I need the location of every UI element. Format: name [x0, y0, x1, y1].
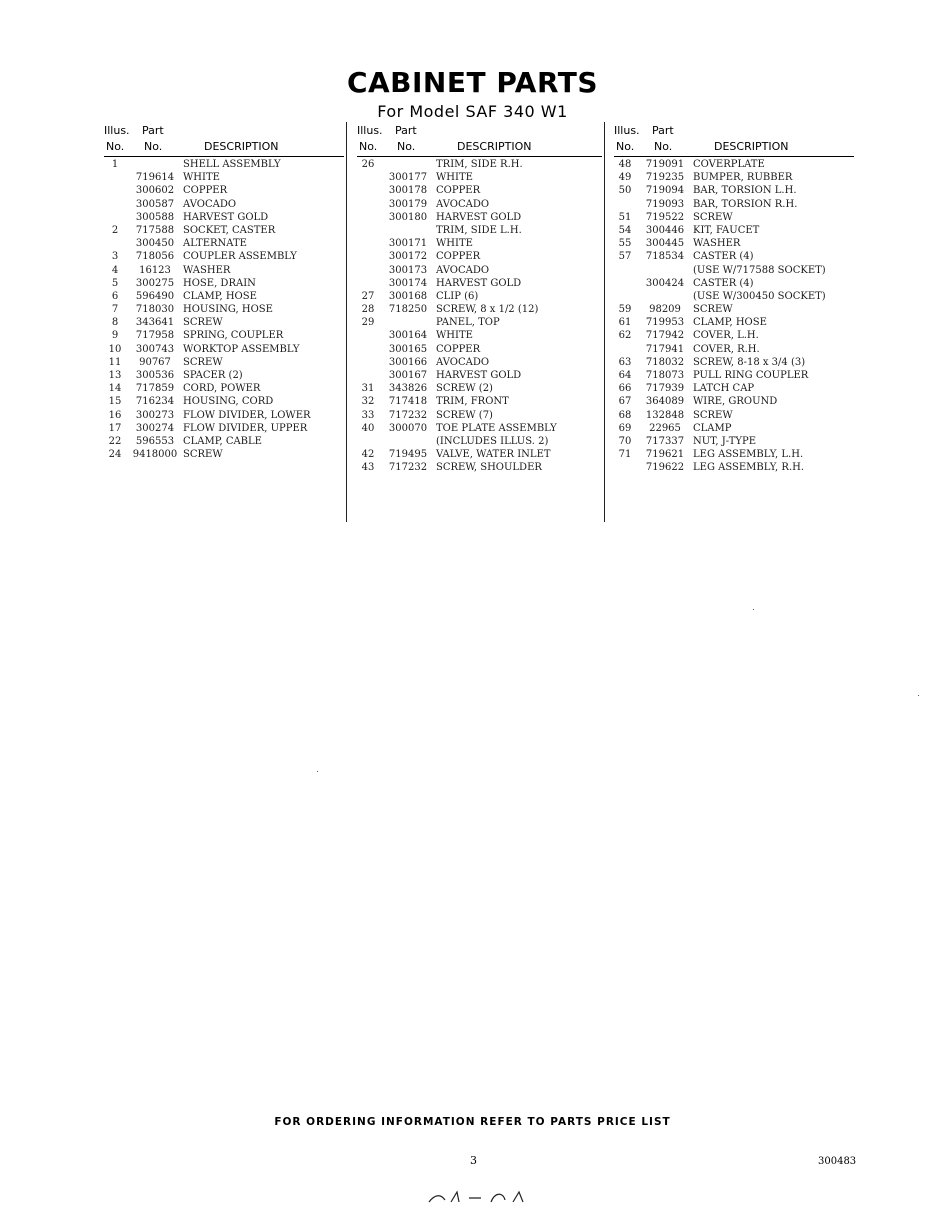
illus-number: 27 [361, 290, 375, 302]
illus-number: 5 [111, 277, 119, 289]
part-description: WASHER [183, 264, 231, 276]
part-row [614, 290, 854, 303]
part-description: CLIP (6) [436, 290, 479, 302]
part-row [614, 211, 854, 224]
part-row [104, 343, 344, 356]
illus-number: 61 [618, 317, 632, 329]
part-description: COVER, L.H. [693, 330, 759, 342]
illus-number: 7 [111, 304, 119, 316]
part-row [614, 356, 854, 369]
part-description: HOSE, DRAIN [183, 277, 256, 289]
part-description: HARVEST GOLD [436, 370, 522, 381]
parts-column-3 [614, 120, 854, 475]
part-row [357, 250, 602, 263]
illus-no-header-label: No. [359, 140, 378, 153]
parts-list [104, 158, 344, 461]
illus-number: 15 [108, 396, 122, 408]
part-row [614, 198, 854, 211]
part-description: SCREW, SHOULDER [436, 462, 542, 474]
part-row [104, 250, 344, 263]
part-number: 300171 [388, 238, 428, 250]
part-number: 300450 [135, 238, 175, 250]
part-row [357, 395, 602, 408]
part-row [357, 461, 602, 474]
part-no-header-label: No. [654, 140, 673, 153]
part-number: 719094 [645, 185, 685, 197]
part-row [104, 184, 344, 197]
part-number: 300602 [135, 185, 175, 197]
part-description: CLAMP [693, 422, 732, 434]
part-row [104, 237, 344, 250]
part-number: 300180 [388, 211, 428, 223]
parts-list [614, 158, 854, 475]
part-row [104, 409, 344, 422]
part-description: WHITE [436, 172, 473, 184]
part-row [104, 422, 344, 435]
part-number: 9418000 [132, 449, 178, 461]
part-description: SCREW (2) [436, 383, 493, 395]
part-description: (USE W/300450 SOCKET) [693, 290, 826, 302]
part-description: AVOCADO [436, 264, 490, 276]
document-number: 300483 [818, 1156, 857, 1167]
part-description: HARVEST GOLD [436, 277, 522, 289]
part-row [614, 395, 854, 408]
part-row [357, 343, 602, 356]
part-number: 300274 [135, 422, 175, 434]
part-description: CORD, POWER [183, 383, 261, 395]
part-number: 719621 [645, 449, 685, 461]
part-number: 718056 [135, 251, 175, 263]
part-row [614, 224, 854, 237]
part-number: 343826 [388, 383, 428, 395]
part-description: LATCH CAP [693, 383, 755, 395]
part-row [614, 409, 854, 422]
part-row [357, 264, 602, 277]
part-description: ALTERNATE [183, 238, 247, 250]
part-row [104, 158, 344, 171]
column-header [104, 120, 344, 158]
part-row [357, 329, 602, 342]
column-divider [604, 122, 605, 522]
part-header-label: Part [395, 124, 417, 137]
part-description: LEG ASSEMBLY, L.H. [693, 449, 804, 461]
illus-number: 62 [618, 330, 632, 342]
part-number: 718073 [645, 370, 685, 381]
part-description: WHITE [183, 172, 220, 184]
illus-header-label: Illus. [104, 124, 130, 137]
part-number: 719235 [645, 172, 685, 184]
part-number: 132848 [645, 409, 685, 421]
illus-header-label: Illus. [614, 124, 640, 137]
part-row [357, 277, 602, 290]
illus-number: 28 [361, 304, 375, 316]
part-number: 719522 [645, 211, 685, 223]
part-description: COPPER [436, 343, 481, 355]
part-description: BAR, TORSION L.H. [693, 185, 797, 197]
part-number: 300173 [388, 264, 428, 276]
illus-number: 40 [361, 422, 375, 434]
part-number: 717958 [135, 330, 175, 342]
part-number: 718534 [645, 251, 685, 263]
part-row [104, 198, 344, 211]
part-description: WASHER [693, 238, 741, 250]
part-row [357, 211, 602, 224]
part-row [357, 369, 602, 382]
ordering-note: FOR ORDERING INFORMATION REFER TO PARTS PRICE LIST [274, 1116, 671, 1128]
illus-number: 17 [108, 422, 122, 434]
part-row [104, 448, 344, 461]
part-number: 719091 [645, 159, 685, 170]
part-description: WORKTOP ASSEMBLY [183, 343, 300, 355]
part-description: SCREW [183, 317, 223, 329]
illus-number: 4 [111, 264, 119, 276]
illus-number: 32 [361, 396, 375, 408]
part-number: 719495 [388, 449, 428, 461]
part-no-header-label: No. [397, 140, 416, 153]
part-description: SCREW (7) [436, 409, 493, 421]
part-description: COVER, R.H. [693, 343, 760, 355]
illus-number: 1 [111, 159, 119, 170]
part-number: 300536 [135, 370, 175, 381]
part-description: SCREW, 8 x 1/2 (12) [436, 304, 539, 316]
part-row [357, 356, 602, 369]
part-description: SPRING, COUPLER [183, 330, 284, 342]
part-number: 719622 [645, 462, 685, 474]
part-number: 300424 [645, 277, 685, 289]
part-number: 300070 [388, 422, 428, 434]
part-description: PULL RING COUPLER [693, 370, 809, 381]
illus-number: 51 [618, 211, 632, 223]
illus-number: 33 [361, 409, 375, 421]
part-row [357, 316, 602, 329]
part-number: 300588 [135, 211, 175, 223]
part-row [614, 171, 854, 184]
description-header-label: DESCRIPTION [714, 140, 789, 153]
part-number: 300168 [388, 290, 428, 302]
part-number: 596490 [135, 290, 175, 302]
part-number: 300174 [388, 277, 428, 289]
part-row [104, 211, 344, 224]
part-row [104, 264, 344, 277]
illus-number: 71 [618, 449, 632, 461]
part-description: COUPLER ASSEMBLY [183, 251, 297, 263]
part-row [357, 448, 602, 461]
part-row [104, 171, 344, 184]
header-rule [104, 156, 344, 157]
part-description: HARVEST GOLD [183, 211, 269, 223]
part-row [104, 277, 344, 290]
page-title: CABINET PARTS [346, 66, 599, 99]
part-description: LEG ASSEMBLY, R.H. [693, 462, 805, 474]
illus-number: 29 [361, 317, 375, 329]
part-description: TRIM, FRONT [436, 396, 509, 408]
part-description: COPPER [436, 185, 481, 197]
part-number: 300743 [135, 343, 175, 355]
part-row [357, 158, 602, 171]
part-number: 717418 [388, 396, 428, 408]
illus-number: 64 [618, 370, 632, 381]
scan-speck [317, 771, 318, 772]
part-no-header-label: No. [144, 140, 163, 153]
part-row [614, 250, 854, 263]
part-description: BUMPER, RUBBER [693, 172, 793, 184]
part-description: AVOCADO [436, 356, 490, 368]
part-row [357, 171, 602, 184]
part-number: 717588 [135, 224, 175, 236]
part-description: WIRE, GROUND [693, 396, 778, 408]
part-description: COVERPLATE [693, 159, 765, 170]
illus-number: 59 [618, 304, 632, 316]
part-number: 300179 [388, 198, 428, 210]
part-number: 300587 [135, 198, 175, 210]
illus-header-label: Illus. [357, 124, 383, 137]
part-description: CASTER (4) [693, 277, 754, 289]
part-number: 717942 [645, 330, 685, 342]
part-row [357, 198, 602, 211]
parts-column-1 [104, 120, 344, 461]
part-row [614, 461, 854, 474]
part-row [614, 422, 854, 435]
part-number: 300166 [388, 356, 428, 368]
illus-number: 49 [618, 172, 632, 184]
part-description: HOUSING, CORD [183, 396, 274, 408]
part-row [357, 422, 602, 435]
part-row [614, 382, 854, 395]
part-description: TRIM, SIDE L.H. [436, 224, 522, 236]
part-number: 300165 [388, 343, 428, 355]
description-header-label: DESCRIPTION [204, 140, 279, 153]
illus-number: 55 [618, 238, 632, 250]
part-row [104, 224, 344, 237]
part-row [614, 184, 854, 197]
illus-number: 57 [618, 251, 632, 263]
illus-number: 66 [618, 383, 632, 395]
illus-number: 42 [361, 449, 375, 461]
part-description: COPPER [183, 185, 228, 197]
part-row [614, 329, 854, 342]
part-row [357, 224, 602, 237]
part-number: 98209 [649, 304, 681, 316]
part-row [357, 409, 602, 422]
part-description: KIT, FAUCET [693, 224, 760, 236]
part-description: SCREW [183, 449, 223, 461]
part-number: 343641 [135, 317, 175, 329]
illus-no-header-label: No. [106, 140, 125, 153]
column-header [614, 120, 854, 158]
part-number: 22965 [649, 422, 681, 434]
part-row [614, 435, 854, 448]
part-row [104, 369, 344, 382]
description-header-label: DESCRIPTION [457, 140, 532, 153]
part-description: SCREW [693, 409, 733, 421]
part-number: 300178 [388, 185, 428, 197]
part-row [104, 435, 344, 448]
illus-number: 43 [361, 462, 375, 474]
part-description: BAR, TORSION R.H. [693, 198, 798, 210]
column-divider [346, 122, 347, 522]
part-number: 717859 [135, 383, 175, 395]
part-header-label: Part [142, 124, 164, 137]
illus-number: 3 [111, 251, 119, 263]
part-description: SHELL ASSEMBLY [183, 159, 281, 170]
illus-number: 6 [111, 290, 119, 302]
part-description: SCREW [693, 211, 733, 223]
illus-number: 22 [108, 435, 122, 447]
part-row [357, 184, 602, 197]
part-number: 716234 [135, 396, 175, 408]
part-number: 364089 [645, 396, 685, 408]
illus-number: 9 [111, 330, 119, 342]
part-number: 300167 [388, 370, 428, 381]
part-description: NUT, J-TYPE [693, 435, 757, 447]
part-description: HOUSING, HOSE [183, 304, 273, 316]
illus-number: 14 [108, 383, 122, 395]
part-description: CLAMP, CABLE [183, 435, 262, 447]
part-number: 300177 [388, 172, 428, 184]
part-number: 300445 [645, 238, 685, 250]
illus-number: 16 [108, 409, 122, 421]
part-row [104, 356, 344, 369]
part-number: 300164 [388, 330, 428, 342]
parts-column-2 [357, 120, 602, 475]
illus-number: 11 [108, 356, 122, 368]
part-number: 300273 [135, 409, 175, 421]
illus-number: 70 [618, 435, 632, 447]
part-description: SPACER (2) [183, 370, 243, 381]
handwritten-mark [425, 1186, 535, 1206]
part-number: 718250 [388, 304, 428, 316]
model-subtitle: For Model SAF 340 W1 [377, 102, 568, 121]
part-number: 717939 [645, 383, 685, 395]
part-row [104, 329, 344, 342]
header-rule [614, 156, 854, 157]
part-number: 719093 [645, 198, 685, 210]
part-number: 718032 [645, 356, 685, 368]
illus-no-header-label: No. [616, 140, 635, 153]
part-description: SOCKET, CASTER [183, 224, 276, 236]
illus-number: 13 [108, 370, 122, 381]
part-row [104, 395, 344, 408]
part-row [357, 382, 602, 395]
part-row [614, 277, 854, 290]
illus-number: 31 [361, 383, 375, 395]
header-rule [357, 156, 602, 157]
part-number: 718030 [135, 304, 175, 316]
page-number: 3 [470, 1154, 477, 1167]
illus-number: 69 [618, 422, 632, 434]
part-description: CLAMP, HOSE [183, 290, 257, 302]
illus-number: 67 [618, 396, 632, 408]
part-row [357, 237, 602, 250]
part-description: AVOCADO [183, 198, 237, 210]
part-row [104, 303, 344, 316]
part-description: AVOCADO [436, 198, 490, 210]
part-row [614, 369, 854, 382]
scan-speck [753, 609, 754, 610]
part-row [357, 290, 602, 303]
part-row [104, 290, 344, 303]
part-number: 717232 [388, 409, 428, 421]
part-row [614, 158, 854, 171]
illus-number: 10 [108, 343, 122, 355]
part-description: WHITE [436, 238, 473, 250]
part-description: TOE PLATE ASSEMBLY [436, 422, 557, 434]
part-description: FLOW DIVIDER, UPPER [183, 422, 308, 434]
illus-number: 48 [618, 159, 632, 170]
part-description: HARVEST GOLD [436, 211, 522, 223]
parts-list [357, 158, 602, 475]
part-row [614, 264, 854, 277]
part-description: VALVE, WATER INLET [436, 449, 551, 461]
part-number: 717941 [645, 343, 685, 355]
part-description: SCREW [183, 356, 223, 368]
part-description: CASTER (4) [693, 251, 754, 263]
part-row [357, 303, 602, 316]
part-number: 300172 [388, 251, 428, 263]
part-number: 719953 [645, 317, 685, 329]
part-description: PANEL, TOP [436, 317, 500, 329]
part-row [104, 382, 344, 395]
part-number: 16123 [139, 264, 171, 276]
part-number: 717232 [388, 462, 428, 474]
part-number: 90767 [139, 356, 171, 368]
column-header [357, 120, 602, 158]
illus-number: 2 [111, 224, 119, 236]
part-row [614, 448, 854, 461]
part-row [614, 343, 854, 356]
part-description: SCREW [693, 304, 733, 316]
part-description: WHITE [436, 330, 473, 342]
part-header-label: Part [652, 124, 674, 137]
illus-number: 8 [111, 317, 119, 329]
part-description: CLAMP, HOSE [693, 317, 767, 329]
illus-number: 68 [618, 409, 632, 421]
part-number: 719614 [135, 172, 175, 184]
part-description: FLOW DIVIDER, LOWER [183, 409, 311, 421]
part-row [614, 316, 854, 329]
illus-number: 26 [361, 159, 375, 170]
part-row [614, 237, 854, 250]
part-row [614, 303, 854, 316]
part-number: 717337 [645, 435, 685, 447]
scan-speck [918, 695, 919, 696]
part-number: 300446 [645, 224, 685, 236]
part-description: SCREW, 8-18 x 3/4 (3) [693, 356, 806, 368]
illus-number: 63 [618, 356, 632, 368]
part-row [104, 316, 344, 329]
part-description: (USE W/717588 SOCKET) [693, 264, 826, 276]
part-row [357, 435, 602, 448]
part-description: TRIM, SIDE R.H. [436, 159, 523, 170]
part-number: 596553 [135, 435, 175, 447]
part-description: (INCLUDES ILLUS. 2) [436, 435, 549, 447]
illus-number: 50 [618, 185, 632, 197]
part-description: COPPER [436, 251, 481, 263]
illus-number: 54 [618, 224, 632, 236]
part-number: 300275 [135, 277, 175, 289]
illus-number: 24 [108, 449, 122, 461]
